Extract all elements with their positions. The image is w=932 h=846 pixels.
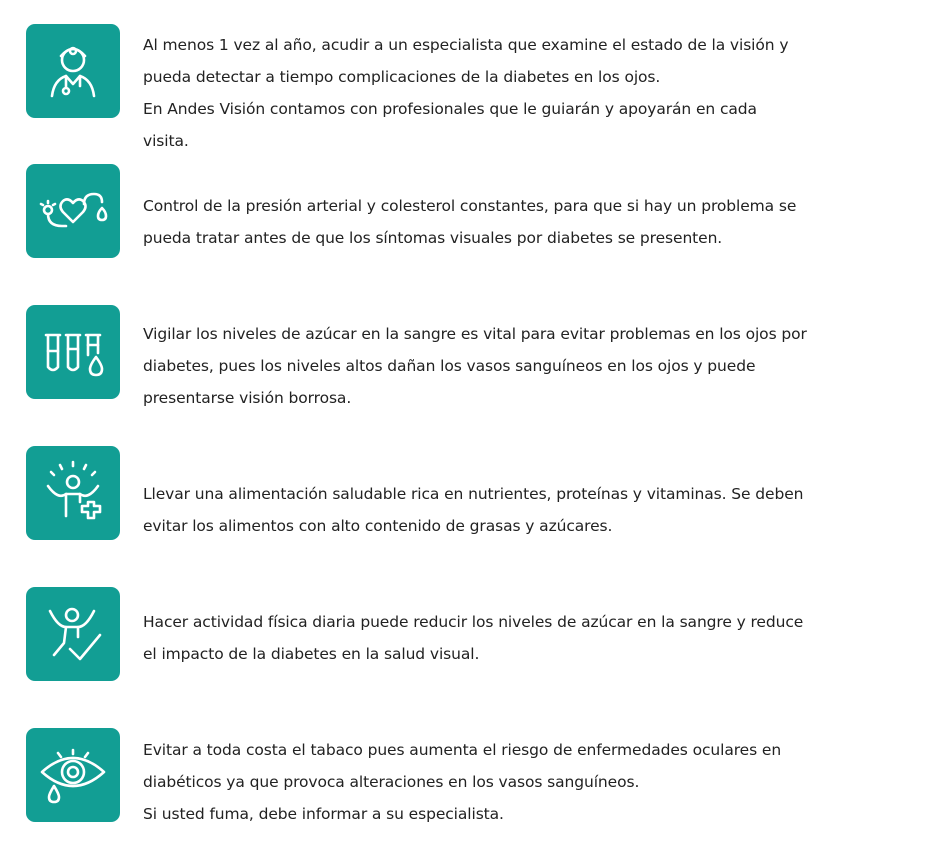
tip-text [143, 734, 913, 830]
icon-tile [26, 587, 120, 681]
text-line: En Andes Visión contamos con profesionales que le guiarán y apoyarán en cada [143, 100, 757, 118]
text-line: Vigilar los niveles de azúcar en la sangre es vital para evitar problemas en los ojos por [143, 325, 807, 343]
text-line: visita. [143, 132, 189, 150]
text-line: Si usted fuma, debe informar a su especialista. [143, 805, 504, 823]
tip-text [143, 29, 913, 157]
text-line: Control de la presión arterial y colesterol constantes, para que si hay un problema se [143, 197, 797, 215]
text-line: diabetes, pues los niveles altos dañan los vasos sanguíneos en los ojos y puede [143, 357, 756, 375]
text-line: Evitar a toda costa el tabaco pues aumenta el riesgo de enfermedades oculares en [143, 741, 782, 759]
icon-tile [26, 446, 120, 540]
text-line: el impacto de la diabetes en la salud visual. [143, 645, 480, 663]
text-line: Llevar una alimentación saludable rica en nutrientes, proteínas y vitaminas. Se deben [143, 485, 804, 503]
doctor-icon [36, 34, 110, 108]
icon-tile [26, 24, 120, 118]
blood-test-tubes-icon [36, 315, 110, 389]
tip-text [143, 478, 913, 542]
tip-text [143, 318, 913, 414]
icon-tile [26, 305, 120, 399]
healthy-person-icon [36, 456, 110, 530]
text-line: Hacer actividad física diaria puede reducir los niveles de azúcar en la sangre y reduce [143, 613, 804, 631]
text-line: diabéticos ya que provoca alteraciones en los vasos sanguíneos. [143, 773, 640, 791]
tip-text [143, 606, 913, 670]
tip-text [143, 190, 913, 254]
icon-tile [26, 728, 120, 822]
text-line: presentarse visión borrosa. [143, 389, 352, 407]
physical-activity-icon [36, 597, 110, 671]
text-line: evitar los alimentos con alto contenido de grasas y azúcares. [143, 517, 613, 535]
text-line: pueda detectar a tiempo complicaciones de la diabetes en los ojos. [143, 68, 661, 86]
text-line: Al menos 1 vez al año, acudir a un especialista que examine el estado de la visión y [143, 36, 789, 54]
blood-pressure-heart-icon [36, 174, 110, 248]
icon-tile [26, 164, 120, 258]
text-line: pueda tratar antes de que los síntomas visuales por diabetes se presenten. [143, 229, 723, 247]
crying-eye-icon [36, 738, 110, 812]
